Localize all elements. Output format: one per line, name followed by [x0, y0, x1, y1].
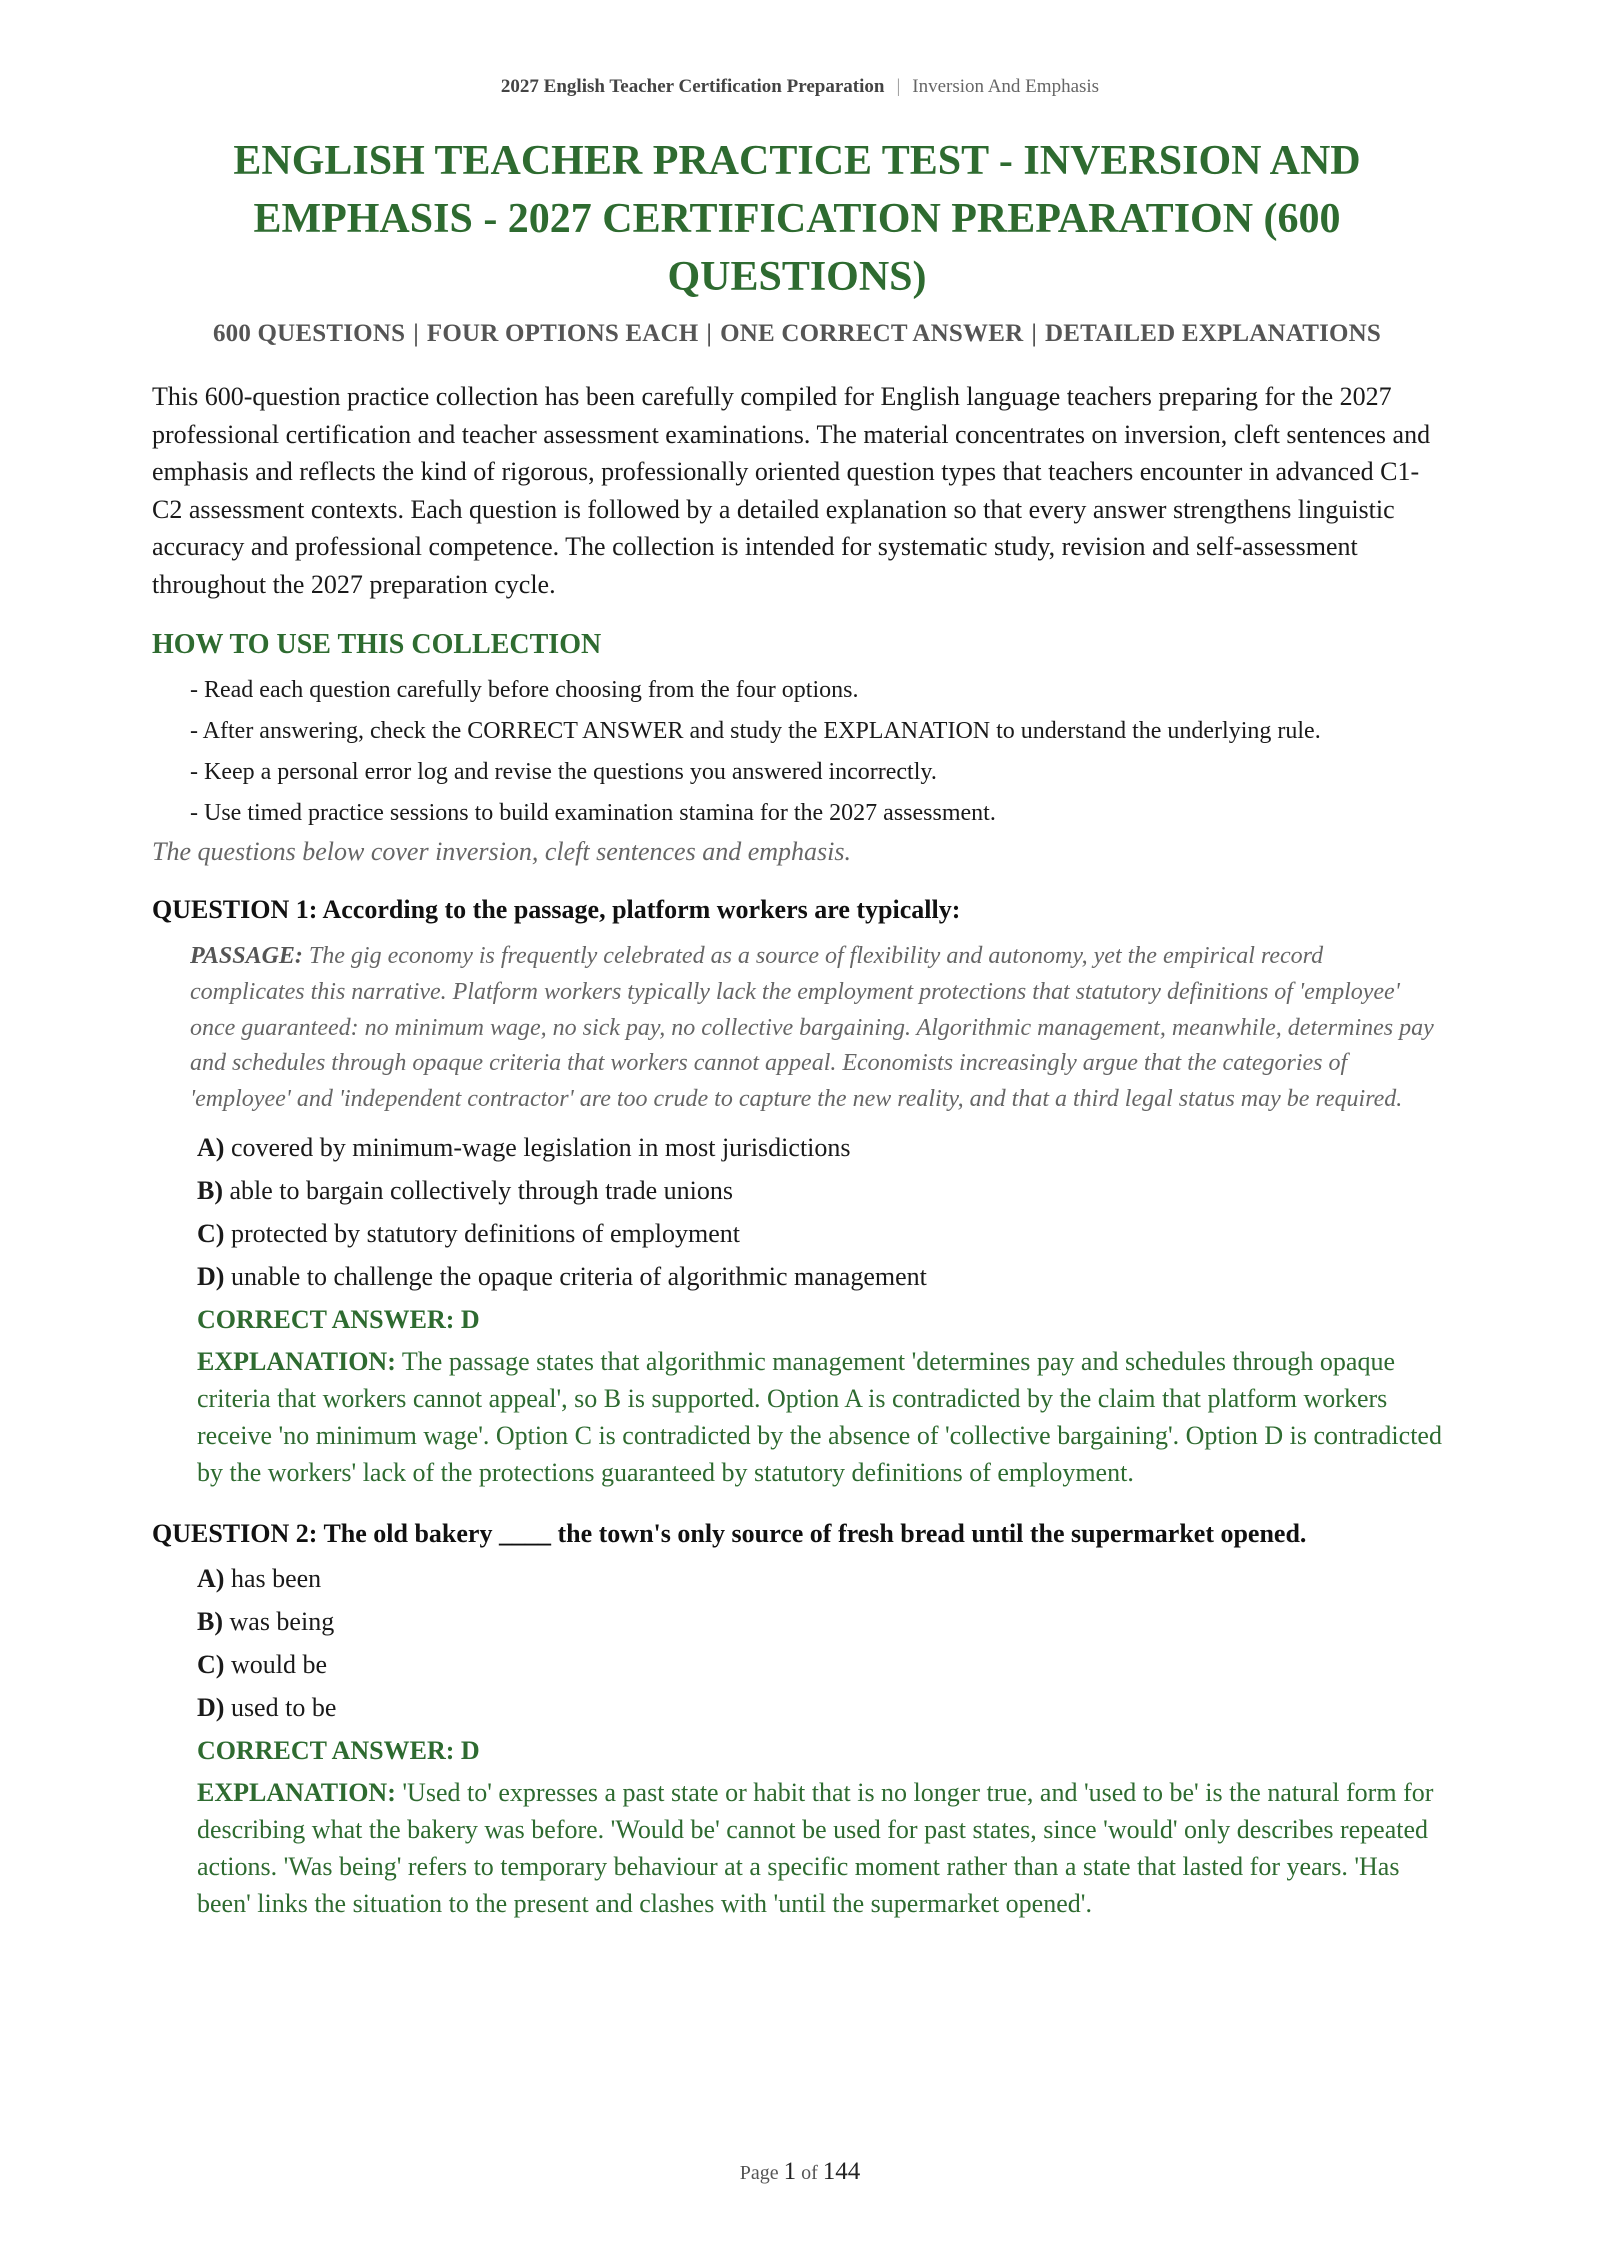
option-b[interactable] — [197, 1600, 1442, 1643]
option-letter: A) — [197, 1563, 225, 1593]
explanation-text: The passage states that algorithmic management 'determines pay and schedules through opaque criteria that workers cannot appeal', so B is supported. Option A is contradicted by the claim that platform workers receive 'no minimum wage'. Option C is contradicted by the absence of 'collective bargaining'. Option D is contradicted by the workers' lack of the protections guaranteed by statutory definitions of employment. — [197, 1346, 1442, 1487]
subtitle-item: 600 QUESTIONS — [212, 320, 406, 347]
explanation-text: 'Used to' expresses a past state or habit that is no longer true, and 'used to be' is the natural form for describing what the bakery was before. 'Would be' cannot be used for past states, since 'would' only describes repeated actions. 'Was being' refers to temporary behaviour at a specific moment rather than a state that lasted for years. 'Has been' links the situation to the present and clashes with 'until the supermarket opened'. — [197, 1777, 1434, 1918]
running-header — [0, 76, 1600, 98]
explanation — [197, 1774, 1442, 1922]
passage — [190, 939, 1442, 1118]
option-a[interactable] — [197, 1126, 1442, 1169]
option-letter: B) — [197, 1175, 223, 1205]
option-c[interactable] — [197, 1643, 1442, 1686]
correct-answer: CORRECT ANSWER: D — [197, 1304, 480, 1334]
subtitle-separator: | — [1031, 320, 1038, 347]
current-page-number: 1 — [783, 2158, 797, 2185]
options-list — [197, 1557, 1442, 1729]
explanation-label: EXPLANATION: — [197, 1777, 396, 1807]
howto-item: - Read each question carefully before choosing from the four options. — [190, 677, 859, 703]
option-text: has been — [230, 1563, 322, 1593]
option-d[interactable] — [197, 1255, 1442, 1298]
question-1 — [152, 895, 1442, 1491]
of-word: of — [801, 2162, 818, 2184]
option-letter: C) — [197, 1649, 225, 1679]
option-b[interactable] — [197, 1169, 1442, 1212]
howto-list — [152, 673, 1442, 831]
intro-paragraph: This 600-question practice collection has been carefully compiled for English language teachers preparing for the 2027 professional certification and teacher assessment examinations. The material concentrates on inversion, cleft sentences and emphasis and reflects the kind of rigorous, professionally oriented question types that teachers encounter in advanced C1-C2 assessment contexts. Each question is followed by a detailed explanation so that every answer strengthens linguistic accuracy and professional competence. The collection is intended for systematic study, revision and self-assessment throughout the 2027 preparation cycle. — [152, 382, 1431, 599]
options-list — [197, 1126, 1442, 1298]
howto-heading: HOW TO USE THIS COLLECTION — [152, 629, 602, 660]
option-letter: A) — [197, 1132, 225, 1162]
subtitle-item: ONE CORRECT ANSWER — [720, 320, 1024, 347]
subtitle-bar — [152, 320, 1442, 348]
coverage-note: The questions below cover inversion, cleft sentences and emphasis. — [152, 837, 851, 866]
option-text: protected by statutory definitions of employment — [230, 1218, 740, 1248]
question-heading: QUESTION 1: According to the passage, platform workers are typically: — [152, 895, 961, 924]
page-word: Page — [739, 2162, 779, 2184]
option-letter: B) — [197, 1606, 223, 1636]
option-c[interactable] — [197, 1212, 1442, 1255]
header-separator: | — [896, 76, 901, 97]
option-a[interactable] — [197, 1557, 1442, 1600]
page-title: ENGLISH TEACHER PRACTICE TEST - INVERSION AND EMPHASIS - 2027 CERTIFICATION PREPARATION (600 QUESTIONS) — [233, 138, 1361, 300]
howto-item: - After answering, check the CORRECT ANSWER and study the EXPLANATION to understand the underlying rule. — [190, 718, 1321, 744]
subtitle-item: FOUR OPTIONS EACH — [426, 320, 699, 347]
passage-label: PASSAGE: — [190, 943, 303, 969]
page-content — [152, 132, 1442, 1922]
correct-answer: CORRECT ANSWER: D — [197, 1735, 480, 1765]
option-text: covered by minimum-wage legislation in most jurisdictions — [230, 1132, 851, 1162]
subtitle-separator: | — [413, 320, 419, 347]
option-text: would be — [230, 1649, 327, 1679]
header-section-name: Inversion And Emphasis — [912, 76, 1100, 97]
option-letter: D) — [197, 1261, 225, 1291]
option-letter: C) — [197, 1218, 225, 1248]
subtitle-separator: | — [706, 320, 713, 347]
page-footer — [0, 2158, 1600, 2186]
total-pages: 144 — [822, 2158, 861, 2185]
question-2 — [152, 1519, 1442, 1922]
header-document-title: 2027 English Teacher Certification Preparation — [500, 76, 885, 97]
option-text: was being — [229, 1606, 335, 1636]
option-text: able to bargain collectively through trade unions — [229, 1175, 733, 1205]
option-letter: D) — [197, 1692, 225, 1722]
option-text: used to be — [230, 1692, 337, 1722]
howto-item: - Use timed practice sessions to build examination stamina for the 2027 assessment. — [190, 800, 996, 826]
howto-item: - Keep a personal error log and revise the questions you answered incorrectly. — [190, 759, 937, 785]
option-d[interactable] — [197, 1686, 1442, 1729]
passage-text: The gig economy is frequently celebrated as a source of flexibility and autonomy, yet the empirical record complicates this narrative. Platform workers typically lack the employment protections that statutory definitions of 'employee' once guaranteed: no minimum wage, no sick pay, no collective bargaining. Algorithmic management, meanwhile, determines pay and schedules through opaque criteria that workers cannot appeal. Economists increasingly argue that the categories of 'employee' and 'independent contractor' are too crude to capture the new reality, and that a third legal status may be required. — [190, 943, 1434, 1113]
subtitle-item: DETAILED EXPLANATIONS — [1045, 320, 1382, 347]
option-text: unable to challenge the opaque criteria of algorithmic management — [230, 1261, 927, 1291]
explanation — [197, 1343, 1442, 1491]
question-heading: QUESTION 2: The old bakery ____ the town's only source of fresh bread until the supermarket opened. — [152, 1518, 1307, 1548]
explanation-label: EXPLANATION: — [197, 1346, 396, 1376]
